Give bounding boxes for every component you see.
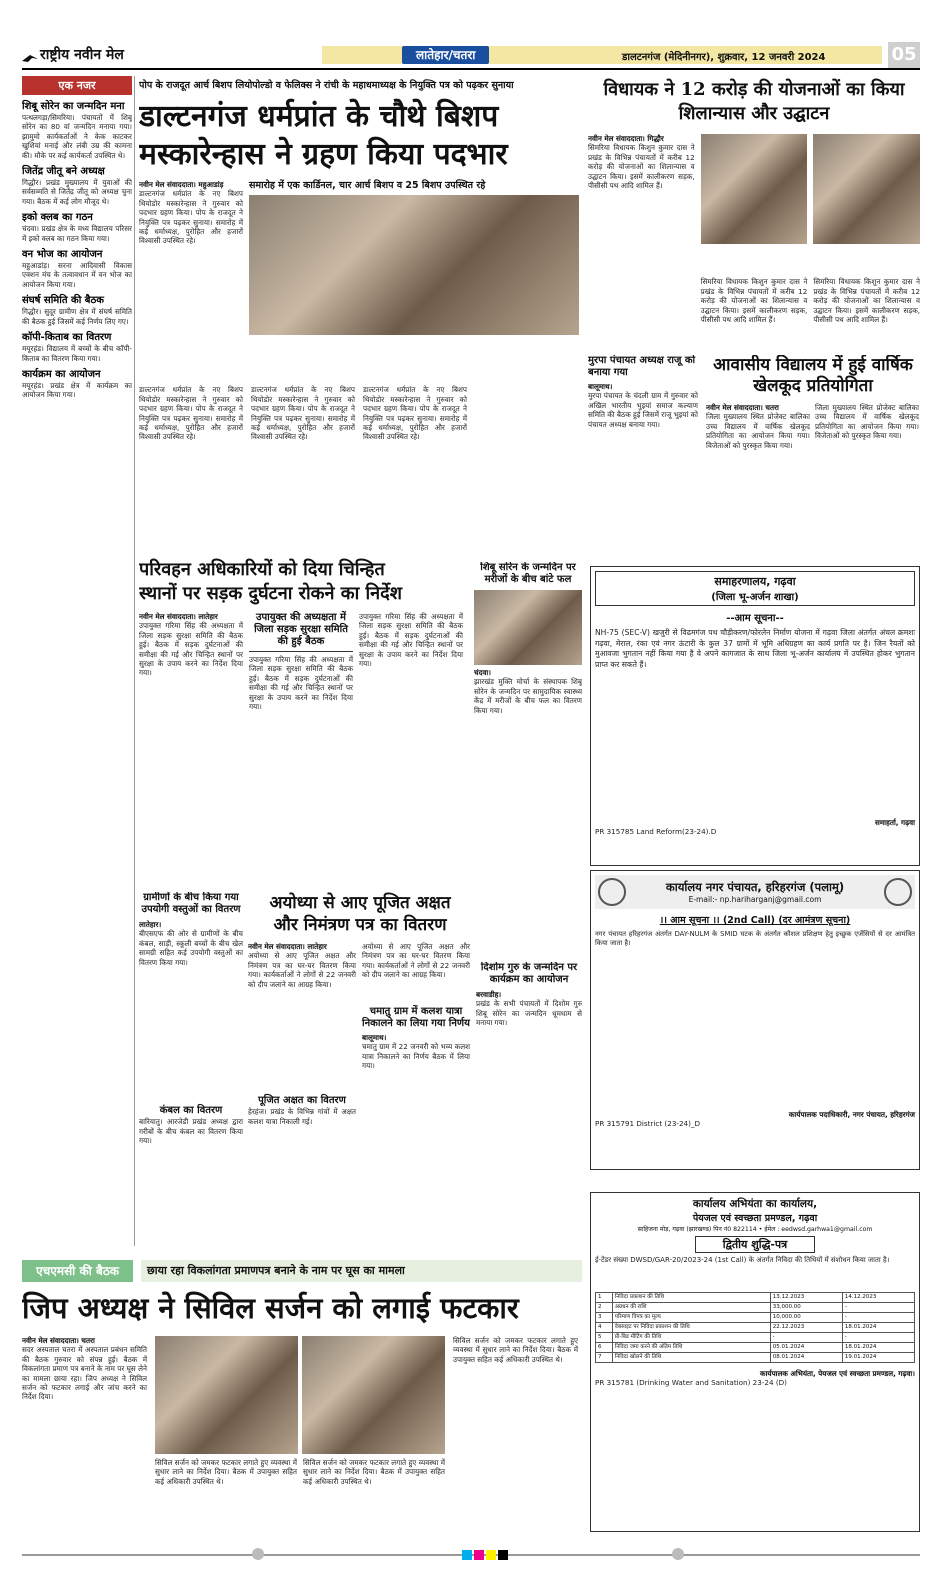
land-notice-office: समाहरणालय, गढ़वा (714, 575, 796, 588)
table-cell: 7 (596, 1353, 613, 1363)
bottom-tag: एचएमसी की बैठक (22, 1260, 133, 1282)
dateline: डालटनगंज (मेदिनीनगर), शुक्रवार, 12 जनवरी 2024 (622, 52, 826, 63)
ayodhya-headline-2: और निमंत्रण पत्र का वितरण (273, 915, 447, 935)
bottom-story (22, 1260, 582, 1540)
sidebar-item-head: इको क्लब का गठन (22, 212, 93, 224)
sidebar (22, 76, 132, 1246)
ayodhya-body-cont: अयोध्या से आए पूजित अक्षत और निमंत्रण पत्र का घर-घर वितरण किया गया। कार्यकर्ताओं ने लोगों से 22 जनवरी को दीप जलाने का आग्रह किया। (362, 942, 470, 980)
blankets-body: बीएसएफ की ओर से ग्रामीणों के बीच कंबल, साड़ी, स्कूली बच्चों के बीच खेल सामग्री सहित कई उपयोगी वस्तुओं का वितरण किया गया। (139, 929, 243, 967)
paper-name: राष्ट्रीय नवीन मेल (40, 47, 124, 63)
lead-kicker: पोप के राजदूत आर्च बिशप लियोपोल्डो व फेलिक्स ने रांची के महाधमाध्यक्ष के नियुक्ति पत्र को पढ़कर सुनाया (139, 80, 514, 91)
bottom-body-cont: सिविल सर्जन को जमकर फटकार लगाते हुए व्यवस्था में सुधार लाने का निर्देश दिया। बैठक में उपायुक्त सहित कई अधिकारी उपस्थित थे। (155, 1458, 297, 1486)
sidebar-item-head: संघर्ष समिति की बैठक (22, 295, 104, 307)
table-cell: 08.01.2024 (770, 1353, 842, 1363)
lead-body-cont-3: डाल्टनगंज धर्मप्रांत के नए बिशप थियोडोर मस्कारेन्हास ने गुरुवार को पदभार ग्रहण किया। पोप के राजदूत ने नियुक्ति पत्र पढ़कर सुनाया। समारोह में कई धर्माध्यक्ष, पुरोहित और हजारों विश्वासी उपस्थित रहे। (363, 385, 467, 442)
color-bar (462, 1550, 508, 1560)
sidebar-item-body: महुआडांड़। सरना आदिवासी विकास एक्शन मंच के तत्वावधान में वन भोज का आयोजन किया गया। (22, 261, 132, 289)
shibu-photo (474, 590, 582, 665)
shibu-body: झारखंड मुक्ति मोर्चा के संस्थापक शिबू सोरेन के जन्मदिन पर सामुदायिक स्वास्थ्य केंद्र में मरीजों के बीच फल का वितरण किया गया। (474, 677, 582, 715)
table-cell: 33,000.00 (770, 1303, 842, 1313)
table-cell: - (770, 1333, 842, 1343)
table-cell: 19.01.2024 (842, 1353, 914, 1363)
corr-office: कार्यालय अभियंता का कार्यालय, (692, 1198, 818, 1210)
table-cell: अग्रधन की राशि (612, 1303, 770, 1313)
corrigendum-ad (590, 1192, 920, 1532)
tender-title: ।। आम सूचना ।। (2nd Call) (दर आमंत्रण सूचना) (659, 915, 851, 926)
dishom-byline: बरवाडीह। (476, 990, 502, 999)
corr-ref: PR 315781 (Drinking Water and Sanitation) 23-24 (D) (595, 1378, 787, 1388)
transport-story (139, 558, 467, 888)
kalash-body: चमातु ग्राम में 22 जनवरी को भव्य कलश यात्रा निकालने का निर्णय बैठक में लिया गया। (362, 1042, 470, 1071)
table-cell: प्री-बिड मीटिंग की तिथि (612, 1333, 770, 1343)
dishom-headline: दिशोम गुरु के जन्मदिन पर कार्यक्रम का आयोजन (480, 962, 578, 985)
table-cell: निविदा जमा करने की अंतिम तिथि (612, 1343, 770, 1353)
land-notice-ref: PR 315785 Land Reform(23-24).D (595, 827, 717, 837)
sidebar-divider (134, 76, 135, 1246)
tender-ad (590, 870, 920, 1170)
table-row (596, 1303, 915, 1313)
land-notice-sub: (जिला भू-अर्जन शाखा) (711, 592, 799, 603)
land-notice-body: NH-75 (SEC-V) खजुरी से विढमगंज पथ चौड़ीकरण/फोरलेन निर्माण योजना में गढ़वा जिला अंतर्गत अंचल क्रमशः गढ़वा, मेराल, रंका एवं नगर ऊंटारी के कुल 37 ग्रामों में भूमि अधिग्रहण का कार्य प्रगति पर है। जिन रैयतों को मुआवजा भुगतान नहीं किया गया है वे अपने कागजात के साथ जिला भू-अर्जन कार्यालय में उपस्थित होकर भुगतान प्राप्त कर सकते हैं। (595, 628, 915, 669)
tender-signed: कार्यपालक पदाधिकारी, नगर पंचायत, हरिहरगंज (788, 1110, 915, 1119)
mla-headline: विधायक ने 12 करोड़ की योजनाओं का किया शिलान्यास और उद्घाटन (603, 79, 905, 124)
tender-ref: PR 315791 District (23-24)_D (595, 1119, 701, 1129)
sidebar-item-body: गिद्धौर। सुदूर ग्रामीण क्षेत्र में संघर्ष समिति की बैठक हुई जिसमें कई निर्णय लिए गए। (22, 307, 132, 326)
transport-headline-1: परिवहन अधिकारियों को दिया चिन्हित (139, 559, 385, 580)
emblem-icon (598, 878, 626, 906)
lead-body-cont-2: डाल्टनगंज धर्मप्रांत के नए बिशप थियोडोर मस्कारेन्हास ने गुरुवार को पदभार ग्रहण किया। पोप के राजदूत ने नियुक्ति पत्र पढ़कर सुनाया। समारोह में कई धर्माध्यक्ष, पुरोहित और हजारों विश्वासी उपस्थित रहे। (251, 385, 355, 442)
tender-body: नगर पंचायत हरिहरगंज अंतर्गत DAY-NULM के SMID घटक के अंतर्गत कौशल प्रशिक्षण हेतु इच्छुक एजेंसियों से दर आमंत्रित किया जाता है। (595, 930, 915, 947)
bottom-body-cont-2: सिविल सर्जन को जमकर फटकार लगाते हुए व्यवस्था में सुधार लाने का निर्देश दिया। बैठक में उपायुक्त सहित कई अधिकारी उपस्थित थे। (303, 1458, 445, 1486)
lead-byline: नवीन मेल संवाददाता। महुआडांड़ (139, 180, 224, 189)
table-cell: निविदा प्रकाशन की तिथि (612, 1293, 770, 1303)
dishom-body: प्रखंड के सभी पंचायतों में दिशोम गुरु शिबू सोरेन का जन्मदिन धूमधाम से मनाया गया। (476, 999, 582, 1028)
sidebar-header: एक नजर (22, 76, 132, 95)
sidebar-list (22, 101, 132, 400)
lead-photo-bishops (249, 195, 579, 335)
bottom-byline: नवीन मेल संवाददाता। चतरा (22, 1336, 95, 1345)
table-cell: 18.01.2024 (842, 1343, 914, 1353)
bottom-kicker: छाया रहा विकलांगता प्रमाणपत्र बनाने के नाम पर घूस का मामला (141, 1260, 582, 1282)
blankets-subbody: बारियातु। आरजेडी प्रखंड अध्यक्ष द्वारा गरीबों के बीच कंबल का वितरण किया गया। (139, 1117, 243, 1146)
shibu-byline: चंदवा। (474, 668, 491, 677)
table-cell: 13.12.2023 (770, 1293, 842, 1303)
mla-photo-1 (701, 134, 808, 244)
school-story (706, 355, 920, 555)
sidebar-item-body: मयूरहंड। विद्यालय में बच्चों के बीच कॉपी-किताब का वितरण किया गया। (22, 344, 132, 363)
murupa-headline: मुरपा पंचायत अध्यक्ष राजू को बनाया गया (588, 355, 696, 378)
paper-logo-icon (22, 48, 38, 58)
sidebar-item-body: चंदवा। प्रखंड क्षेत्र के मध्य विद्यालय परिसर में इको क्लब का गठन किया गया। (22, 224, 132, 243)
section-title: लातेहार/चतरा (402, 46, 489, 64)
lead-subhead: समारोह में एक कार्डिनल, चार आर्च बिशप व 25 बिशप उपस्थित रहे (249, 180, 486, 191)
sidebar-item-body: पत्थलगड़ा/सिमरिया। पंचायतों में शिबू सोरेन का 80 वां जन्मदिन मनाया गया। झामुमो कार्यकर्ताओं ने केक काटकर खुशियां मनाई और लंबी उम्र की कामना की। मौके पर कई कार्यकर्ता उपस्थित थे। (22, 113, 132, 160)
blankets-headline: ग्रामीणों के बीच किया गया उपयोगी वस्तुओं का वितरण (141, 892, 241, 915)
table-row (596, 1323, 915, 1333)
blankets-subhead: कंबल का वितरण (159, 1105, 223, 1117)
ayodhya-story (248, 892, 472, 1252)
lead-headline-1: डाल्टनगंज धर्मप्रांत के चौथे बिशप (139, 99, 499, 134)
corr-table (595, 1292, 915, 1363)
school-headline: आवासीय विद्यालय में हुई वार्षिक खेलकूद प्रतियोगिता (713, 355, 913, 396)
table-row (596, 1313, 915, 1323)
tender-office: कार्यालय नगर पंचायत, हरिहरगंज (पलामू) (665, 880, 845, 894)
bottom-photo-1 (155, 1336, 298, 1454)
table-cell: वेबसाइट पर निविदा प्रकाशन की तिथि (612, 1323, 770, 1333)
corr-title: द्वितीय शुद्धि-पत्र (695, 1236, 815, 1253)
table-cell: परिमाण विपत्र का मूल्य (612, 1313, 770, 1323)
transport-box-head: उपायुक्त की अध्यक्षता में जिला सड़क सुरक्षा समिति की हुई बैठक (249, 612, 353, 652)
transport-body: उपायुक्त गरिमा सिंह की अध्यक्षता में जिला सड़क सुरक्षा समिति की बैठक हुई। बैठक में सड़क दुर्घटनाओं की समीक्षा की गई और चिन्हित स्थानों पर सुरक्षा के उपाय करने का निर्देश दिया गया। (139, 621, 243, 678)
sidebar-item-head: जितेंद्र जीतू बने अध्यक्ष (22, 166, 105, 178)
shibu-story (474, 562, 582, 902)
bottom-headline: जिप अध्यक्ष ने सिविल सर्जन को लगाई फटकार (22, 1291, 519, 1325)
bottom-body-side: सिविल सर्जन को जमकर फटकार लगाते हुए व्यवस्था में सुधार लाने का निर्देश दिया। बैठक में उपायुक्त सहित कई अधिकारी उपस्थित थे। (453, 1336, 578, 1364)
murupa-byline: बालूमाथ। (588, 382, 613, 391)
mla-body-cont-2: सिमरिया विधायक किशुन कुमार दास ने प्रखंड के विभिन्न पंचायतों में करीब 12 करोड़ की योजनाओं का शिलान्यास व उद्घाटन किया। इसमें कालीकरण सड़क, पीसीसी पथ आदि शामिल हैं। (813, 277, 920, 325)
school-byline: नवीन मेल संवाददाता। चतरा (706, 403, 779, 412)
ayodhya-headline-1: अयोध्या से आए पूजित अक्षत (269, 893, 451, 913)
table-cell: 14.12.2023 (842, 1293, 914, 1303)
table-cell: निविदा खोलने की तिथि (612, 1353, 770, 1363)
table-cell: 2 (596, 1303, 613, 1313)
table-cell: 5 (596, 1333, 613, 1343)
masthead (22, 42, 920, 74)
transport-headline-2: स्थानों पर सड़क दुर्घटना रोकने का निर्देश (139, 583, 402, 604)
table-cell: 3 (596, 1313, 613, 1323)
shibu-headline: शिबू सोरेन के जन्मदिन पर मरीजों के बीच बांटे फल (480, 562, 576, 585)
murupa-story (588, 355, 698, 555)
table-cell: 22.12.2023 (770, 1323, 842, 1333)
table-cell: 05.01.2024 (770, 1343, 842, 1353)
table-cell: 18.01.2024 (842, 1323, 914, 1333)
murupa-body: मुरपा पंचायत के चंदली ग्राम में गुरुवार को अखिल भारतीय भुइयां समाज कल्याण समिति की बैठक हुई जिसमें राजू भुइयां को पंचायत अध्यक्ष बनाया गया। (588, 391, 698, 429)
blankets-byline: लातेहार। (139, 920, 162, 929)
registration-mark-icon (672, 1548, 684, 1560)
table-row (596, 1353, 915, 1363)
corr-sub: पेयजल एवं स्वच्छता प्रमण्डल, गढ़वा (692, 1213, 818, 1224)
sidebar-item-body: गिद्धौर। प्रखंड मुख्यालय में युवाओं की सर्वसम्मति से जितेंद्र जीतू को अध्यक्ष चुना गया। बैठक में कई लोग मौजूद थे। (22, 178, 132, 206)
table-row (596, 1293, 915, 1303)
table-row (596, 1333, 915, 1343)
land-notice-signed: समाहर्ता, गढ़वा (875, 818, 915, 827)
lead-story (139, 76, 579, 546)
sidebar-item-head: कार्यक्रम का आयोजन (22, 368, 101, 380)
school-body: जिला मुख्यालय स्थित प्रोजेक्ट बालिका उच्च विद्यालय में वार्षिक खेलकूद प्रतियोगिता का आयोजन किया गया। विजेताओं को पुरस्कृत किया गया। (706, 412, 810, 450)
sidebar-item-body: मयूरहंड। प्रखंड क्षेत्र में कार्यक्रम का आयोजन किया गया। (22, 380, 132, 400)
transport-body-cont-2: उपायुक्त गरिमा सिंह की अध्यक्षता में जिला सड़क सुरक्षा समिति की बैठक हुई। बैठक में सड़क दुर्घटनाओं की समीक्षा की गई और चिन्हित स्थानों पर सुरक्षा के उपाय करने का निर्देश दिया गया। (359, 612, 463, 669)
ayodhya-subbody: हेरहंज। प्रखंड के विभिन्न गांवों में अक्षत कलश यात्रा निकाली गई। (248, 1107, 356, 1126)
table-cell: 6 (596, 1343, 613, 1353)
kalash-byline: बालूमाथ। (362, 1033, 387, 1042)
corr-signed: कार्यपालक अभियंता, पेयजल एवं स्वच्छता प्रमण्डल, गढ़वा। (760, 1369, 915, 1378)
land-notice-title: --आम सूचना-- (726, 613, 784, 624)
sidebar-item-head: वन भोज का आयोजन (22, 249, 103, 261)
land-notice-ad (590, 566, 920, 866)
footer-marks (22, 1548, 920, 1562)
registration-mark-icon (252, 1548, 264, 1560)
land-notice-banner (595, 571, 915, 606)
lead-body: डाल्टनगंज धर्मप्रांत के नए बिशप थियोडोर मस्कारेन्हास ने गुरुवार को पदभार ग्रहण किया। पोप के राजदूत ने नियुक्ति पत्र पढ़कर सुनाया। समारोह में कई धर्माध्यक्ष, पुरोहित और हजारों विश्वासी उपस्थित रहे। (139, 189, 243, 246)
table-cell: - (842, 1333, 914, 1343)
lead-body-cont-1: डाल्टनगंज धर्मप्रांत के नए बिशप थियोडोर मस्कारेन्हास ने गुरुवार को पदभार ग्रहण किया। पोप के राजदूत ने नियुक्ति पत्र पढ़कर सुनाया। समारोह में कई धर्माध्यक्ष, पुरोहित और हजारों विश्वासी उपस्थित रहे। (139, 385, 243, 442)
school-body-cont: जिला मुख्यालय स्थित प्रोजेक्ट बालिका उच्च विद्यालय में वार्षिक खेलकूद प्रतियोगिता का आयोजन किया गया। विजेताओं को पुरस्कृत किया गया। (815, 403, 919, 441)
table-cell: - (842, 1313, 914, 1323)
sidebar-item-head: कॉपी-किताब का वितरण (22, 332, 112, 344)
page-number: 05 (888, 42, 920, 68)
ayodhya-subhead: पूजित अक्षत का वितरण (258, 1095, 346, 1107)
sidebar-item-head: शिबू सोरेन का जन्मदिन मना (22, 101, 125, 112)
transport-byline: नवीन मेल संवाददाता। लातेहार (139, 612, 218, 621)
kalash-headline: चमातु ग्राम में कलश यात्रा निकालने का लिया गया निर्णय (362, 1006, 470, 1029)
mla-body: सिमरिया विधायक किशुन कुमार दास ने प्रखंड के विभिन्न पंचायतों में करीब 12 करोड़ की योजनाओं का शिलान्यास व उद्घाटन किया। इसमें कालीकरण सड़क, पीसीसी पथ आदि शामिल हैं। (588, 143, 695, 191)
table-cell: 10,000.00 (770, 1313, 842, 1323)
mla-photo-2 (813, 134, 920, 244)
dishom-story (476, 962, 582, 1252)
corr-body: ई-टेंडर संख्या DWSD/GAR-20/2023-24 (1st Call) के अंतर्गत निविदा की तिथियों में संशोधन किया जाता है। (595, 1256, 890, 1264)
table-cell: 1 (596, 1293, 613, 1303)
masthead-rule (22, 68, 920, 70)
bottom-body: सदर अस्पताल चतरा में अस्पताल प्रबंधन समिति की बैठक गुरुवार को संपन्न हुई। बैठक में विकलांगता प्रमाण पत्र बनाने के नाम पर घूस लेने का मामला छाया रहा। जिप अध्यक्ष ने सिविल सर्जन को फटकार लगाई और जांच करने का निर्देश दिया। (22, 1345, 147, 1402)
mla-story (588, 78, 920, 348)
table-row (596, 1343, 915, 1353)
lead-headline-2: मस्कारेन्हास ने ग्रहण किया पदभार (139, 137, 508, 172)
transport-body-cont: उपायुक्त गरिमा सिंह की अध्यक्षता में जिला सड़क सुरक्षा समिति की बैठक हुई। बैठक में सड़क दुर्घटनाओं की समीक्षा की गई और चिन्हित स्थानों पर सुरक्षा के उपाय करने का निर्देश दिया गया। (249, 655, 353, 712)
ayodhya-byline: नवीन मेल संवाददाता। लातेहार (248, 942, 327, 951)
ayodhya-body: अयोध्या से आए पूजित अक्षत और निमंत्रण पत्र का घर-घर वितरण किया गया। कार्यकर्ताओं ने लोगों से 22 जनवरी को दीप जलाने का आग्रह किया। (248, 951, 356, 989)
table-cell: 4 (596, 1323, 613, 1333)
mla-byline: नवीन मेल संवाददाता। गिद्धौर (588, 134, 664, 143)
emblem-icon-right (884, 878, 912, 906)
bottom-photo-2 (302, 1336, 445, 1454)
corr-address: साहिजना मोड़, गढ़वा (झारखण्ड) पिन नं0 822114 • ईमेल : eedwsd.garhwa1@gmail.com (637, 1226, 873, 1233)
blankets-story (139, 892, 243, 1252)
table-cell: - (842, 1303, 914, 1313)
tender-email: E-mail:- np.hariharganj@gmail.com (688, 895, 822, 904)
mla-body-cont: सिमरिया विधायक किशुन कुमार दास ने प्रखंड के विभिन्न पंचायतों में करीब 12 करोड़ की योजनाओं का शिलान्यास व उद्घाटन किया। इसमें कालीकरण सड़क, पीसीसी पथ आदि शामिल हैं। (700, 277, 808, 325)
